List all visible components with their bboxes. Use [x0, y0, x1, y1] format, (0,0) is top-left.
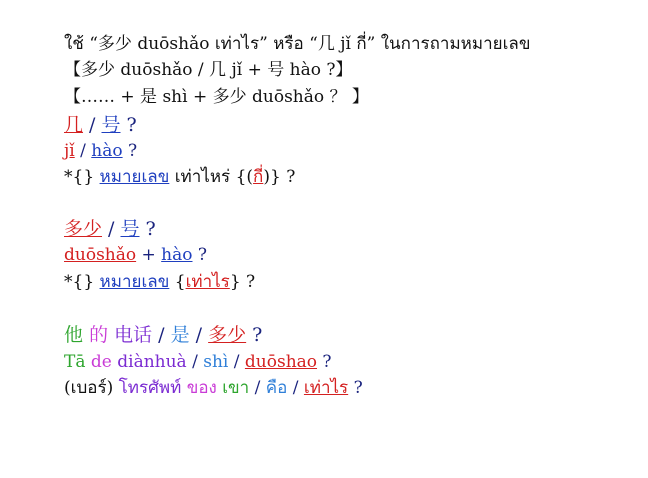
block3-hanzi-line	[64, 323, 262, 347]
ta-hanzi: 他	[64, 324, 84, 346]
hao-pinyin: hào	[161, 245, 193, 265]
thai-ki-word: กี่	[253, 167, 264, 187]
brace-close: } ?	[229, 272, 256, 292]
thai-thaorai-word: เท่าไร	[185, 272, 230, 292]
thai-number-word: หมายเลข	[99, 167, 170, 187]
question-mark: ?	[317, 352, 332, 372]
block2-thai-line	[64, 270, 255, 294]
thai-he-word: เขา	[222, 378, 250, 398]
intro-line-2: 【多少 duōshǎo / 几 jǐ + 号 hào ?】	[64, 60, 353, 80]
question-mark: ?	[139, 218, 156, 240]
question-mark: ?	[246, 324, 263, 346]
block2-pinyin-line	[64, 243, 207, 267]
separator: /	[74, 141, 92, 161]
question-mark: ?	[348, 378, 363, 398]
brace-close: )} ?	[263, 167, 296, 187]
dianhua-hanzi: 电话	[114, 324, 153, 346]
dianhua-pinyin: diànhuà	[117, 352, 187, 372]
duoshao-hanzi: 多少	[208, 324, 247, 346]
de-hanzi: 的	[89, 324, 109, 346]
separator: /	[287, 378, 304, 398]
question-mark: ?	[192, 245, 208, 265]
shi-hanzi: 是	[170, 324, 190, 346]
thai-howmuch-word: เท่าไร	[303, 378, 349, 398]
placeholder-marker: *{}	[64, 167, 100, 187]
thai-number-word: หมายเลข	[99, 272, 170, 292]
ji-hanzi: 几	[64, 114, 84, 136]
ji-pinyin: jǐ	[64, 141, 75, 161]
intro-line-3: 【…… + 是 shì + 多少 duōshǎo ？ 】	[64, 87, 369, 107]
thai-number-paren: (เบอร์)	[64, 378, 114, 398]
question-mark: ?	[122, 141, 138, 161]
separator: /	[228, 352, 245, 372]
shi-pinyin: shì	[203, 352, 229, 372]
duoshao-pinyin: duōshǎo	[64, 245, 137, 265]
thai-how-many: เท่าไหร่	[169, 167, 236, 187]
thai-is-word: คือ	[265, 378, 288, 398]
plus-sign: +	[136, 245, 162, 265]
intro-line-1: ใช้ “多少 duōshǎo เท่าไร” หรือ “几 jǐ กี่” ในการถามหมายเลข	[64, 34, 531, 54]
block2-hanzi-line	[64, 217, 156, 241]
block1-hanzi-line	[64, 113, 137, 137]
thai-phone-word: โทรศัพท์	[118, 378, 182, 398]
separator: /	[189, 324, 209, 346]
separator: /	[186, 352, 204, 372]
duoshao-pinyin: duōshao	[244, 352, 318, 372]
hao-hanzi: 号	[101, 114, 121, 136]
separator: /	[102, 218, 121, 240]
block1-thai-line	[64, 165, 295, 189]
block1-pinyin-line	[64, 139, 137, 163]
de-pinyin: de	[90, 352, 112, 372]
brace-open: {	[169, 272, 186, 292]
hao-hanzi: 号	[120, 218, 140, 240]
block3-pinyin-line	[64, 350, 332, 374]
block3-thai-line	[64, 376, 363, 400]
hao-pinyin: hào	[91, 141, 123, 161]
separator: /	[152, 324, 171, 346]
placeholder-marker: *{}	[64, 272, 100, 292]
ta-pinyin: Tā	[64, 352, 86, 372]
separator: /	[249, 378, 266, 398]
thai-of-word: ของ	[186, 378, 217, 398]
question-mark: ?	[120, 114, 137, 136]
duoshao-hanzi: 多少	[64, 218, 103, 240]
separator: /	[83, 114, 102, 136]
brace-open: {(	[235, 167, 254, 187]
